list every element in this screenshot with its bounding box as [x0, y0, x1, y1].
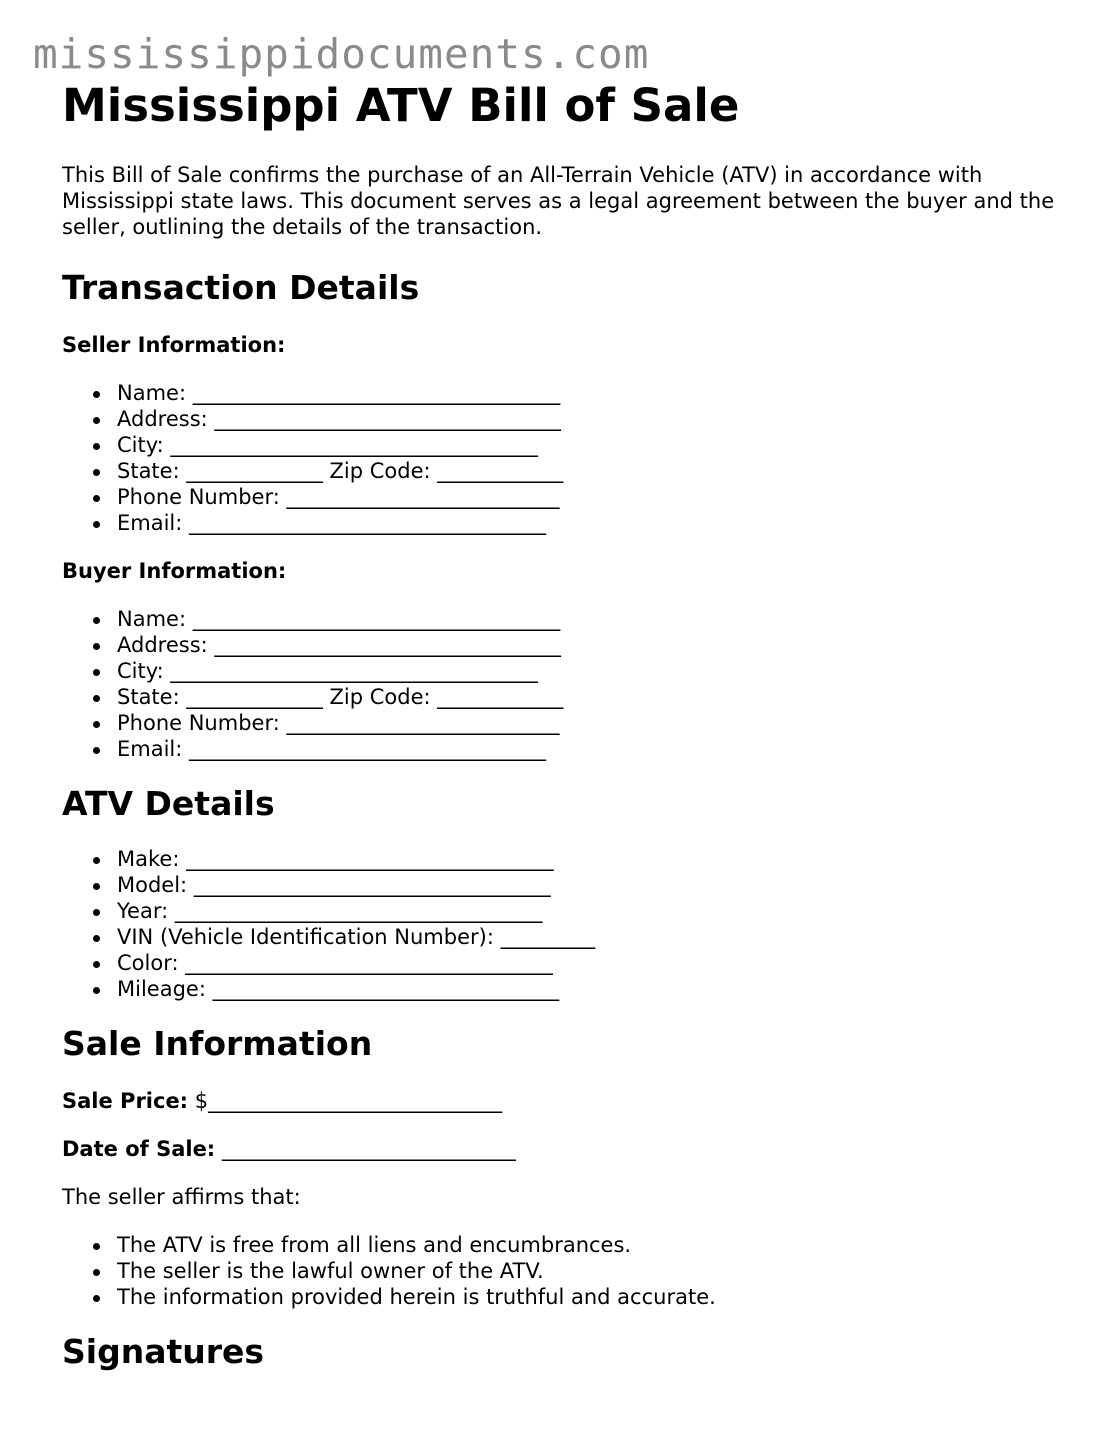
atv-model-field[interactable]: Model: __________________________________ — [117, 872, 1072, 898]
transaction-details-heading: Transaction Details — [62, 268, 420, 307]
intro-paragraph: This Bill of Sale confirms the purchase of an All-Terrain Vehicle (ATV) in accordance with Mississippi state laws. This document serves as a legal agreement between the buyer and the seller, outlining the details of the transaction. — [62, 163, 1055, 239]
affirmation-item: The information provided herein is truthful and accurate. — [117, 1284, 1072, 1310]
buyer-fields-list — [62, 606, 1072, 762]
page-title: Mississippi ATV Bill of Sale — [62, 79, 740, 132]
seller-state-zip-field[interactable]: State: _____________ Zip Code: ____________ — [117, 458, 1072, 484]
atv-year-field[interactable]: Year: ___________________________________ — [117, 898, 1072, 924]
seller-phone-field[interactable]: Phone Number: __________________________ — [117, 484, 1072, 510]
atv-color-field[interactable]: Color: ___________________________________ — [117, 950, 1072, 976]
affirmations-list — [62, 1232, 1072, 1310]
atv-vin-field[interactable]: VIN (Vehicle Identification Number): _________ — [117, 924, 1072, 950]
seller-information-heading: Seller Information: — [62, 333, 286, 357]
sale-price-blank[interactable]: $____________________________ — [188, 1089, 503, 1113]
affirmation-item: The seller is the lawful owner of the ATV. — [117, 1258, 1072, 1284]
signatures-heading: Signatures — [62, 1332, 265, 1371]
sale-price-field[interactable] — [62, 1088, 1072, 1114]
affirmation-item: The ATV is free from all liens and encumbrances. — [117, 1232, 1072, 1258]
atv-mileage-field[interactable]: Mileage: _________________________________ — [117, 976, 1072, 1002]
date-of-sale-label: Date of Sale: — [62, 1137, 216, 1161]
watermark: mississippidocuments.com — [33, 30, 650, 78]
buyer-email-field[interactable]: Email: __________________________________ — [117, 736, 1072, 762]
buyer-state-zip-field[interactable]: State: _____________ Zip Code: ____________ — [117, 684, 1072, 710]
affirmation-intro: The seller affirms that: — [62, 1185, 301, 1209]
atv-details-heading: ATV Details — [62, 784, 275, 823]
date-of-sale-field[interactable] — [62, 1136, 1072, 1162]
seller-address-field[interactable]: Address: _________________________________ — [117, 406, 1072, 432]
atv-fields-list — [62, 846, 1072, 1002]
seller-name-field[interactable]: Name: ___________________________________ — [117, 380, 1072, 406]
atv-make-field[interactable]: Make: ___________________________________ — [117, 846, 1072, 872]
buyer-name-field[interactable]: Name: ___________________________________ — [117, 606, 1072, 632]
seller-email-field[interactable]: Email: __________________________________ — [117, 510, 1072, 536]
seller-fields-list — [62, 380, 1072, 536]
buyer-address-field[interactable]: Address: _________________________________ — [117, 632, 1072, 658]
buyer-information-heading: Buyer Information: — [62, 559, 287, 583]
buyer-city-field[interactable]: City: ___________________________________ — [117, 658, 1072, 684]
buyer-phone-field[interactable]: Phone Number: __________________________ — [117, 710, 1072, 736]
date-of-sale-blank[interactable]: ____________________________ — [215, 1137, 516, 1161]
document-page — [62, 78, 1072, 1372]
sale-price-label: Sale Price: — [62, 1089, 189, 1113]
seller-city-field[interactable]: City: ___________________________________ — [117, 432, 1072, 458]
sale-information-heading: Sale Information — [62, 1024, 373, 1063]
